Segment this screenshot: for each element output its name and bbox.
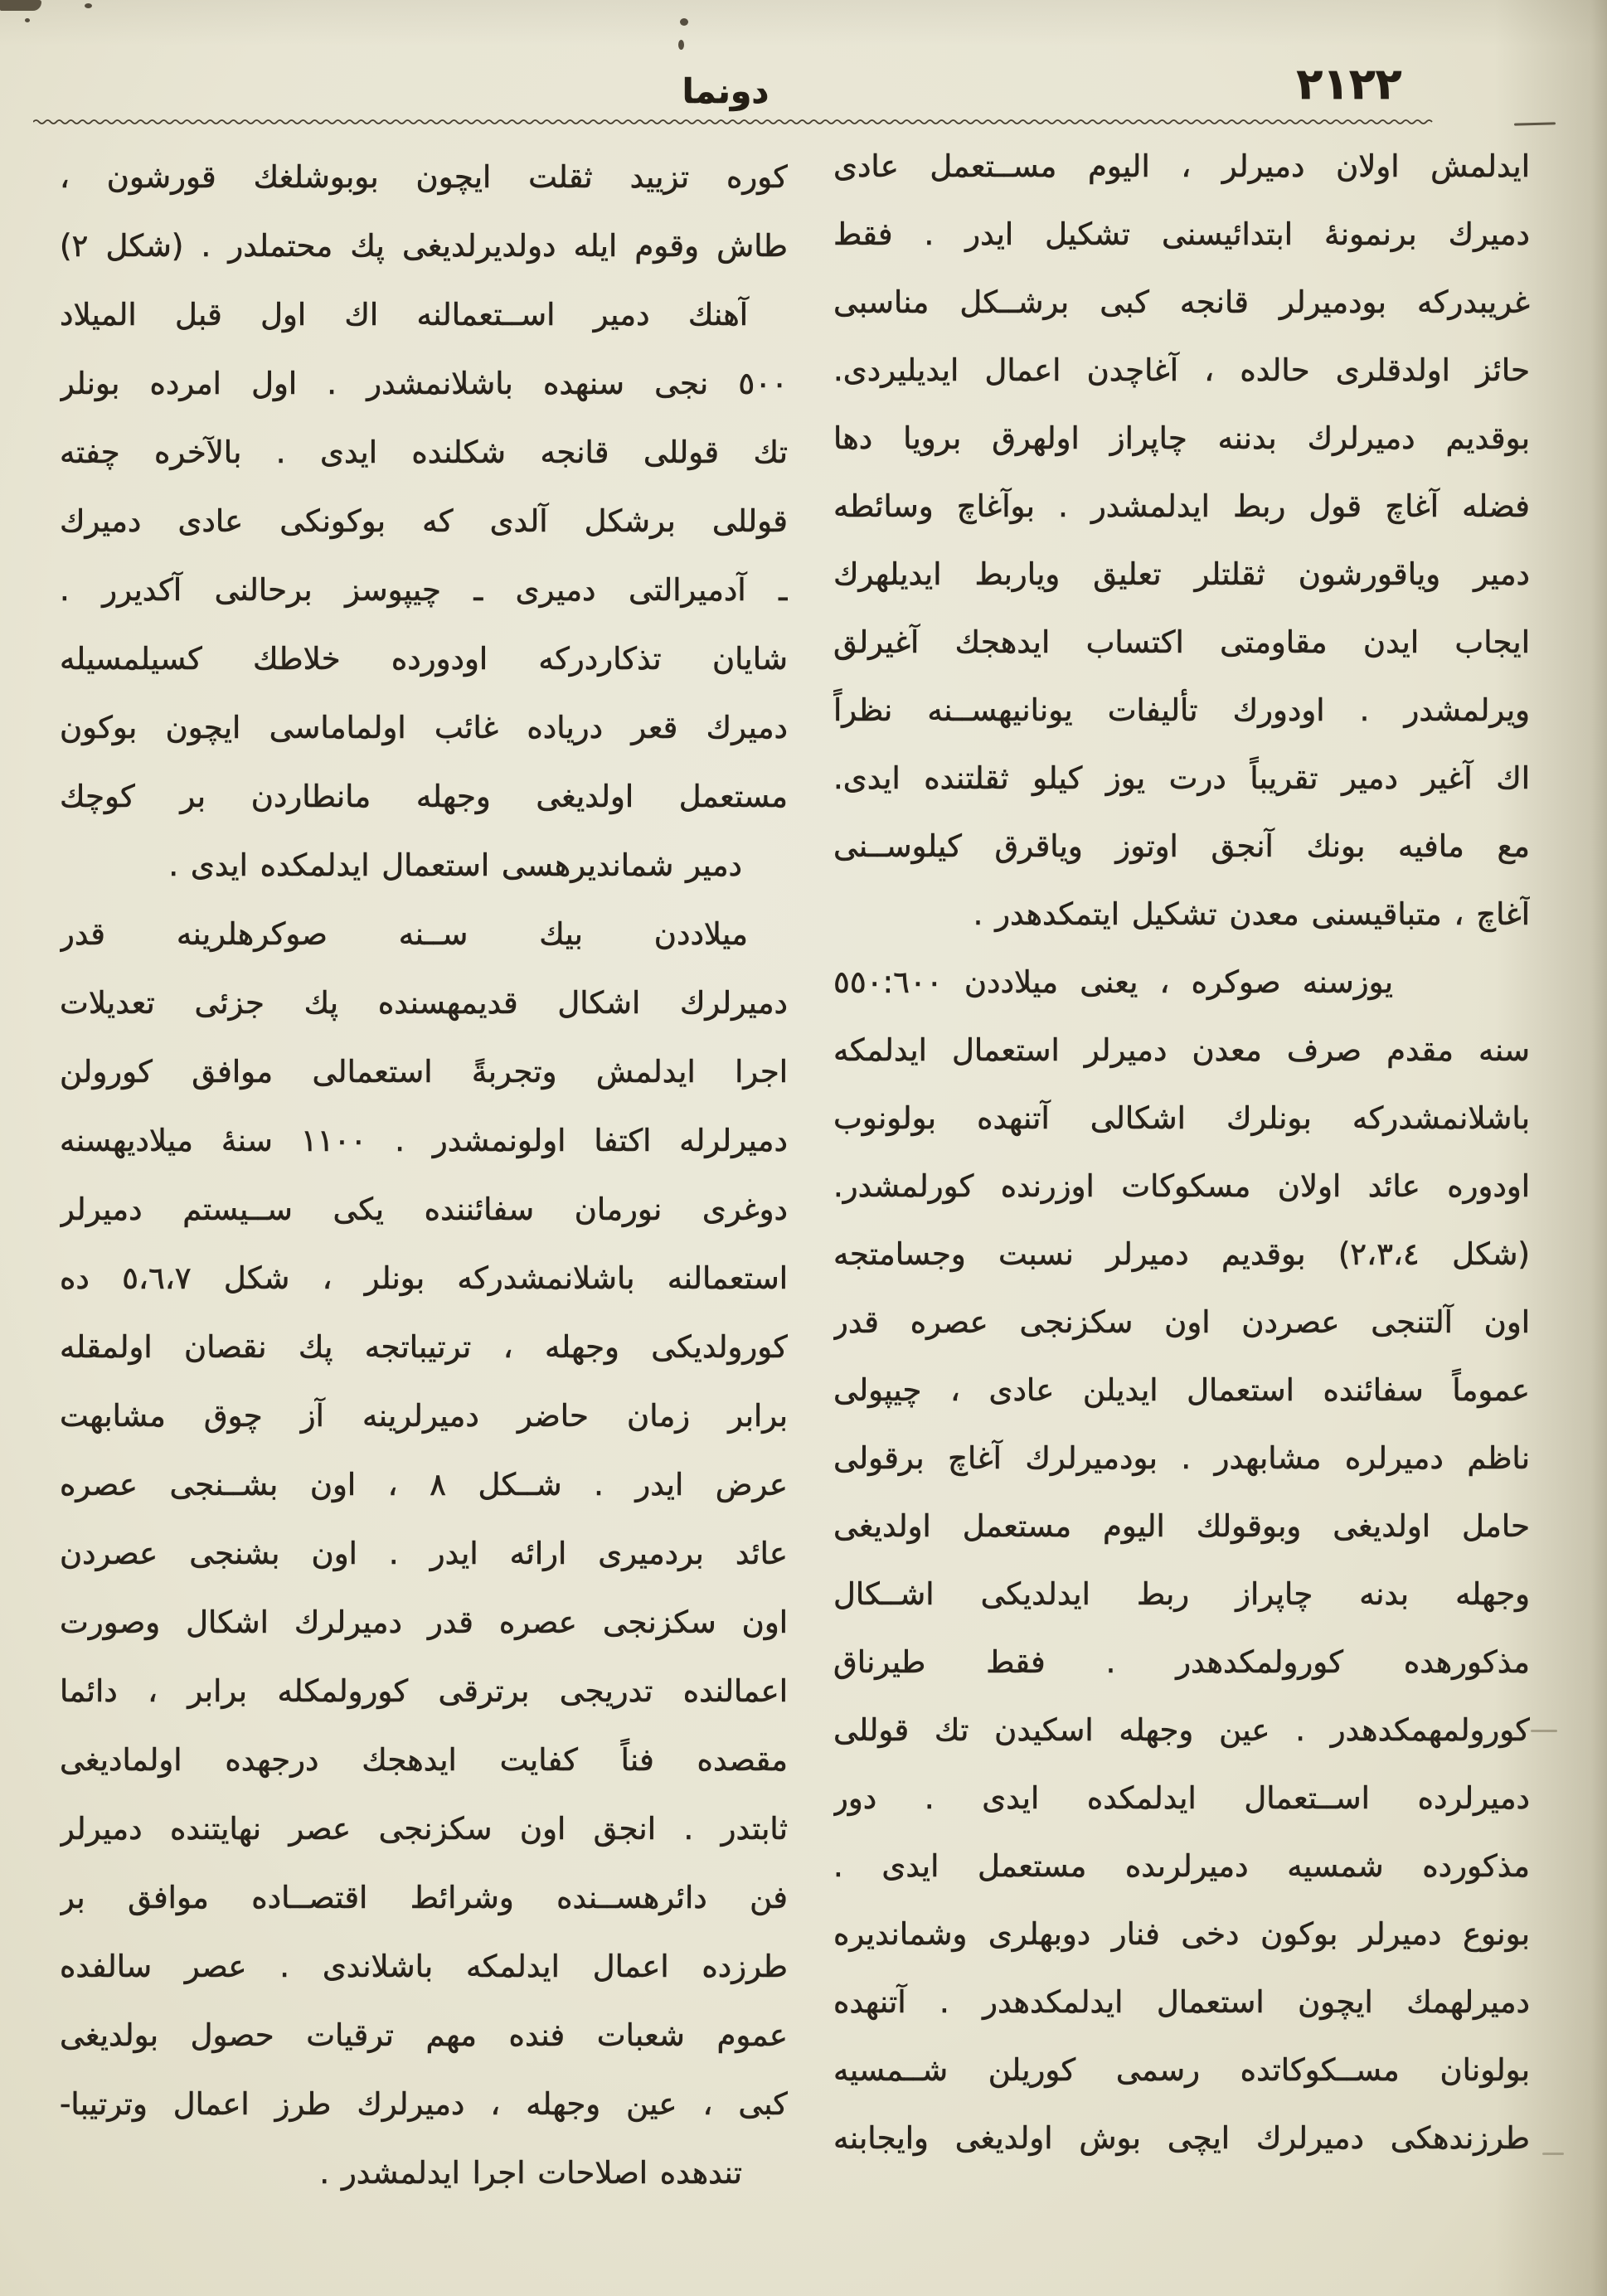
text-line: آهنك دمير اســتعمالنه اك اول قبل الميلاد [60, 297, 748, 333]
divider-end-dash [1514, 122, 1556, 125]
text-line: كوره تزييد ثقلت ايچون بوبوشلغك قورشون ، [60, 159, 788, 195]
text-line: ويرلمشدر . اودورك تأليفات يونانيهســنه نظراً [833, 692, 1530, 728]
column-left [60, 143, 788, 2207]
text-line: مذكورده شمسيه دميرلرىده مستعمل ايدى . [833, 1848, 1530, 1884]
text-line: ميلاددن بيك ســنه صوكرهلرينه قدر [60, 916, 748, 952]
text-line: ايجاب ايدن مقاومتى اكتساب ايدهجك آغيرلق [833, 624, 1530, 660]
scan-margin-mark [1542, 2153, 1564, 2155]
text-line: يوزسنه صوكره ، يعنى ميلاددن ٥٥٠:٦٠٠ [833, 964, 1393, 1000]
ink-speck [25, 18, 30, 22]
scan-edge-mark [0, 0, 41, 11]
column-right [833, 133, 1530, 2172]
text-line: ناظم دميرلره مشابهدر . بودميرلرك آغاچ برقولى [833, 1440, 1530, 1476]
text-line: فن دائرهســنده وشرائط اقتصــاده موافق بر [60, 1880, 788, 1915]
text-line: طاش وقوم ايله دولديرلديغى پك محتملدر . (شكل ٢) [60, 228, 788, 264]
text-line: (شكل ٢،٣،٤) بوقديم دميرلر نسبت وجسامتجه [833, 1236, 1530, 1272]
text-line: دميرلهمك ايچون استعمال ايدلمكدهدر . آتنهده [833, 1984, 1530, 2020]
text-line: ٥٠٠ نجى سنهده باشلانمشدر . اول امرده بونلر [60, 366, 788, 401]
wavy-divider [33, 117, 1435, 127]
text-line: بونوع دميرلر بوكون دخى فنار دوبهلرى وشمانديره [833, 1916, 1530, 1952]
text-line: طرزده اعمال ايدلمكه باشلاندى . عصر سالفده [60, 1949, 788, 1984]
text-line: دوغرى نورمان سفائننده يكى ســيستم دميرلر [60, 1192, 788, 1227]
text-line: حائز اولدقلرى حالده ، آغاچدن اعمال ايديليردى. [833, 352, 1530, 388]
text-line: مذكورهده كورولمكدهدر . فقط طيرناق [833, 1644, 1530, 1680]
text-line: استعمالنه باشلانمشدركه بونلر ، شكل ٥،٦،٧ ده [60, 1260, 788, 1296]
text-line: تندهده اصلاحات اجرا ايدلمشدر . [319, 2155, 742, 2191]
text-line: بوقديم دميرلرك بدننه چاپراز اولهرق برويا دها [833, 420, 1530, 456]
text-line: دمير شمانديرهسى استعمال ايدلمكده ايدى . [168, 847, 742, 883]
text-line: دميرلرله اكتفا اولونمشدر . ١١٠٠ سنهٔ ميلاديهسنه [60, 1123, 788, 1158]
text-line: برابر زمان حاضر دميرلرينه آز چوق مشابهت [60, 1398, 788, 1434]
text-line: عموم شعبات فنده مهم ترقيات حصول بولديغى [60, 2017, 788, 2053]
text-line: آغاچ ، متباقيسنى معدن تشكيل ايتمكدهدر . [973, 896, 1530, 932]
ink-speck [680, 18, 688, 26]
text-line: عموماً سفائنده استعمال ايديلن عادى ، چيپولى [833, 1372, 1530, 1408]
text-line: كورولمهمكدهدر . عين وجهله اسكيدن تك قوللى [833, 1712, 1530, 1748]
text-line: عرض ايدر . شــكل ٨ ، اون بشــنجى عصره [60, 1467, 788, 1502]
text-line: عائد بردميرى ارائه ايدر . اون بشنجى عصردن [60, 1536, 788, 1571]
text-line: دمير وياقورشون ثقلتلر تعليق وياربط ايديلهرك [833, 556, 1530, 592]
ink-speck [678, 40, 684, 50]
text-line: تك قوللى قانجه شكلنده ايدى . بالآخره چفته [60, 434, 788, 470]
text-line: سنه مقدم صرف معدن دميرلر استعمال ايدلمكه [833, 1032, 1530, 1068]
text-line: طرزندهكى دميرلرك ايچى بوش اولديغى وايجابنه [833, 2120, 1530, 2156]
text-line: دميرك قعر درياده غائب اولماماسى ايچون بوكون [60, 710, 788, 745]
ink-speck [85, 3, 92, 8]
text-line: اعمالنده تدريجى برترقى كورولمكله برابر ، دائما [60, 1673, 788, 1709]
text-line: مع مافيه بونك آنجق اوتوز وياقرق كيلوســنى [833, 828, 1530, 864]
scan-margin-mark [1531, 1730, 1557, 1732]
text-line: ـ آدميرالتى دميرى ـ چيپوسز برحالنى آكديرر . [60, 572, 788, 608]
text-line: بولونان مســكوكاتده رسمى كوريلن شــمسيه [833, 2052, 1530, 2088]
text-line: اجرا ايدلمش وتجربةً استعمالى موافق كورولن [60, 1054, 788, 1090]
text-line: ايدلمش اولان دميرلر ، اليوم مســتعمل عادى [833, 148, 1530, 184]
text-line: غريبدركه بودميرلر قانجه كبى برشــكل مناسبى [833, 284, 1530, 320]
text-line: ثابتدر . انجق اون سكزنجى عصر نهايتنده دميرلر [60, 1811, 788, 1847]
text-line: دميرلرده اســتعمال ايدلمكده ايدى . دور [833, 1780, 1530, 1816]
text-line: اك آغير دمير تقريباً درت يوز كيلو ثقلتنده ايدى. [833, 760, 1530, 796]
text-line: اون آلتنجى عصردن اون سكزنجى عصره قدر [833, 1304, 1530, 1340]
text-line: كورولديكى وجهله ، ترتيباتجه پك نقصان اولمقله [60, 1329, 788, 1365]
text-line: كبى ، عين وجهله ، دميرلرك طرز اعمال وترتيبا- [60, 2086, 788, 2122]
running-title: دونما [682, 71, 770, 111]
text-line: دميرك برنمونهٔ ابتدائيسنى تشكيل ايدر . فقط [833, 216, 1530, 252]
text-line: شايان تذكاردركه اودورده خلاطك كسيلمسيله [60, 641, 788, 677]
text-line: قوللى برشكل آلدى كه بوكونكى عادى دميرك [60, 503, 788, 539]
text-line: مقصده فناً كفايت ايدهجك درجهده اولماديغى [60, 1742, 788, 1778]
text-line: دميرلرك اشكال قديمهسنده پك جزئى تعديلات [60, 985, 788, 1021]
text-line: وجهله بدنه چاپراز ربط ايدلديكى اشــكال [833, 1576, 1530, 1612]
text-line: اودوره عائد اولان مسكوكات اوزرنده كورلمشدر. [833, 1168, 1530, 1204]
text-line: باشلانمشدركه بونلرك اشكالى آتنهده بولونوب [833, 1100, 1530, 1136]
text-line: مستعمل اولديغى وجهله مانطاردن بر كوچك [60, 779, 788, 814]
text-line: اون سكزنجى عصره قدر دميرلرك اشكال وصورت [60, 1604, 788, 1640]
text-line: حامل اولديغى وبوقولك اليوم مستعمل اولديغى [833, 1508, 1530, 1544]
page-number: ٢١٢٢ [1296, 60, 1402, 109]
text-line: فضله آغاچ قول ربط ايدلمشدر . بوآغاچ وسائطه [833, 488, 1530, 524]
